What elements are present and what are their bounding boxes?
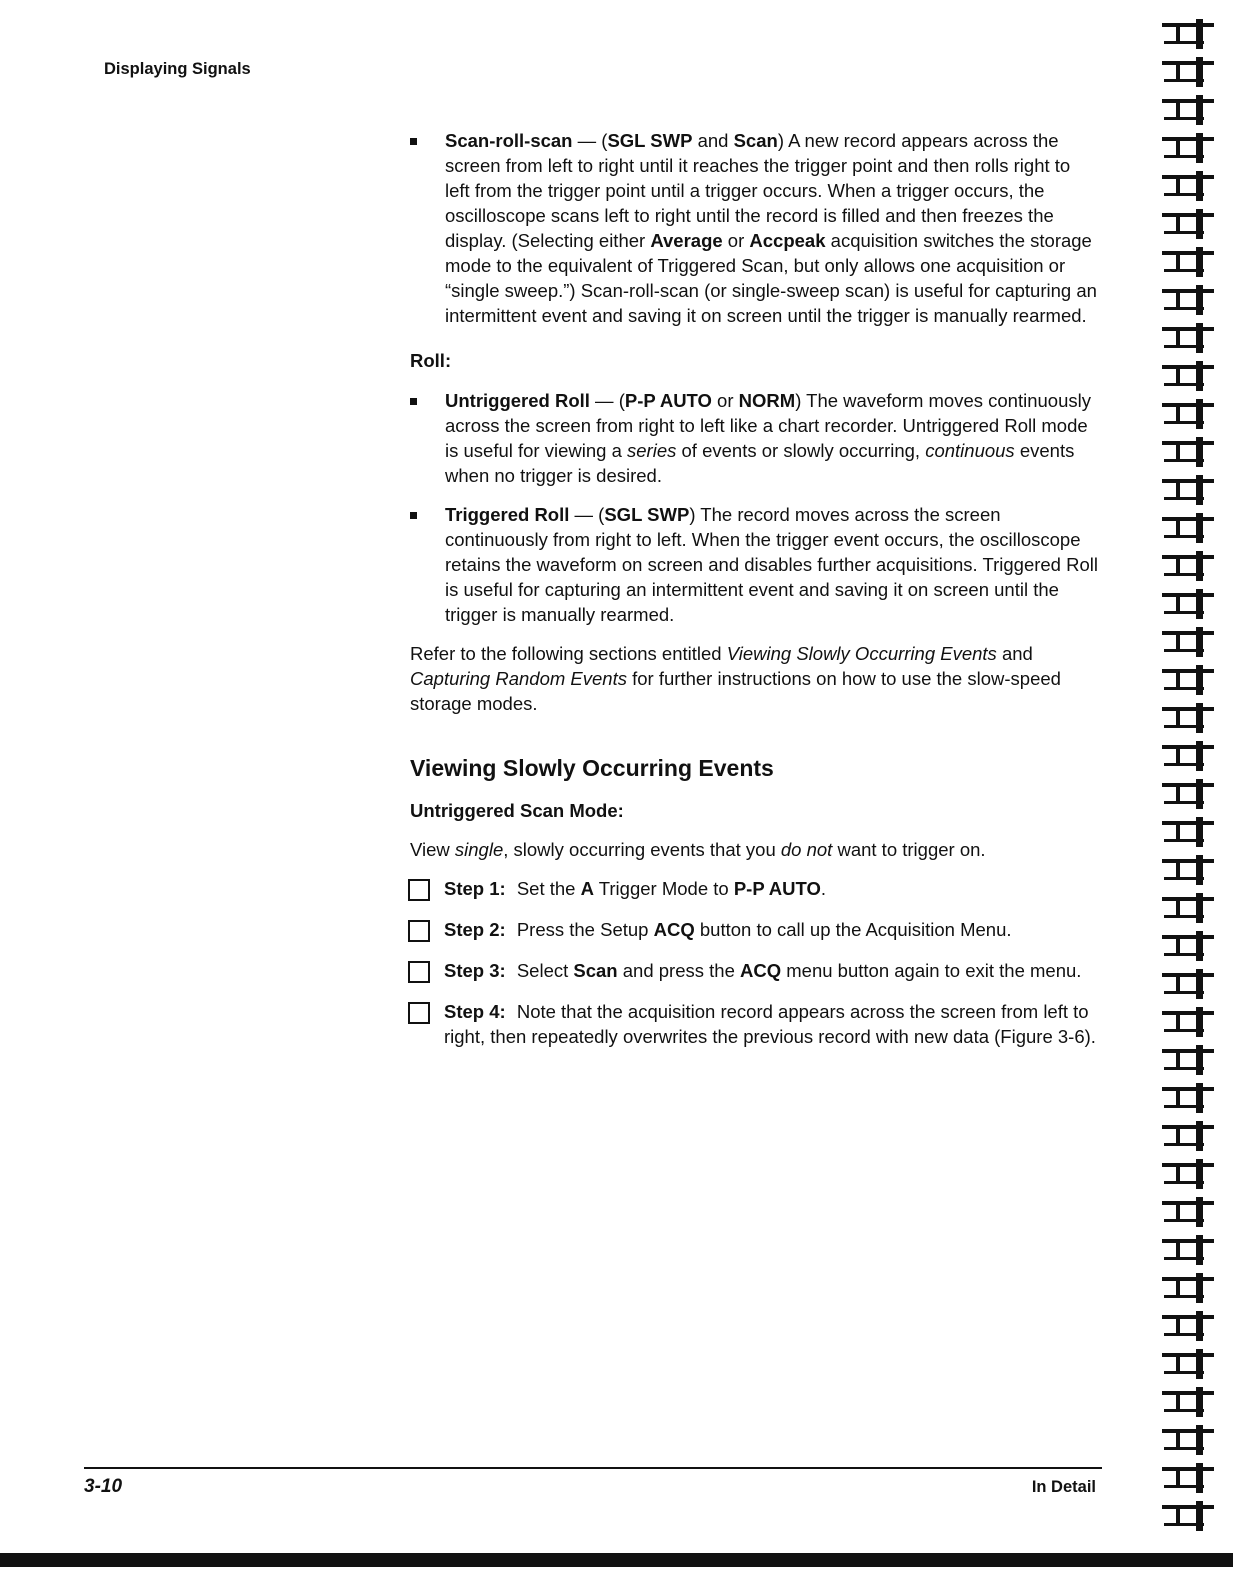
spiral-binding-edge bbox=[1150, 15, 1220, 1550]
term: Untriggered Roll bbox=[445, 390, 590, 411]
binding-comb-mark bbox=[1162, 627, 1214, 657]
roll-label: Roll: bbox=[410, 350, 452, 371]
page-number: 3-10 bbox=[84, 1476, 123, 1497]
binding-comb-mark bbox=[1162, 931, 1214, 961]
binding-comb-mark bbox=[1162, 1159, 1214, 1189]
bullet-square-icon bbox=[410, 138, 417, 145]
binding-comb-mark bbox=[1162, 323, 1214, 353]
page-body bbox=[410, 128, 1100, 1065]
binding-comb-mark bbox=[1162, 665, 1214, 695]
step-1: Step 1: Set the A Trigger Mode to P-P AUTO. bbox=[410, 876, 1100, 901]
bullet-untriggered-roll: Untriggered Roll — (P-P AUTO or NORM) The waveform moves continuously across the screen from right to left like a chart recorder. Untriggered Roll mode is useful for viewing a series of events or slowly occurring, continuous events when no trigger is desired. bbox=[410, 388, 1100, 488]
running-header: Displaying Signals bbox=[104, 60, 251, 78]
step-checkbox[interactable] bbox=[408, 1002, 430, 1024]
bottom-scan-edge bbox=[0, 1553, 1233, 1567]
binding-comb-mark bbox=[1162, 969, 1214, 999]
binding-comb-mark bbox=[1162, 1273, 1214, 1303]
binding-comb-mark bbox=[1162, 19, 1214, 49]
binding-comb-mark bbox=[1162, 437, 1214, 467]
binding-comb-mark bbox=[1162, 1083, 1214, 1113]
binding-comb-mark bbox=[1162, 57, 1214, 87]
binding-comb-mark bbox=[1162, 513, 1214, 543]
term: Triggered Roll bbox=[445, 504, 570, 525]
step-4: Step 4: Note that the acquisition record appears across the screen from left to right, then repeatedly overwrites the previous record with new data (Figure 3-6). bbox=[410, 999, 1100, 1049]
binding-comb-mark bbox=[1162, 855, 1214, 885]
step-checkbox[interactable] bbox=[408, 879, 430, 901]
footer-rule bbox=[84, 1467, 1102, 1469]
binding-comb-mark bbox=[1162, 1501, 1214, 1531]
binding-comb-mark bbox=[1162, 247, 1214, 277]
section-reference: Viewing Slowly Occurring Events bbox=[726, 643, 997, 664]
bullet-scan-roll-scan: Scan-roll-scan — (SGL SWP and Scan) A new record appears across the screen from left to right until it reaches the trigger point and then rolls right to left from the trigger point until a trigger occurs. When a trigger occurs, the oscilloscope scans left to right until the record is filled and then freezes the display. (Selecting either Average or Accpeak acquisition switches the storage mode to the equivalent of Triggered Scan, but only allows one acquisition or “single sweep.”) Scan-roll-scan (or single-sweep scan) is useful for capturing an intermittent event and saving it on screen until the trigger is manually rearmed. bbox=[410, 128, 1100, 328]
binding-comb-mark bbox=[1162, 399, 1214, 429]
intro-paragraph: View single, slowly occurring events that you do not want to trigger on. bbox=[410, 839, 986, 860]
binding-comb-mark bbox=[1162, 1387, 1214, 1417]
binding-comb-mark bbox=[1162, 171, 1214, 201]
binding-comb-mark bbox=[1162, 1463, 1214, 1493]
binding-comb-mark bbox=[1162, 1045, 1214, 1075]
binding-comb-mark bbox=[1162, 1007, 1214, 1037]
binding-comb-mark bbox=[1162, 703, 1214, 733]
binding-comb-mark bbox=[1162, 589, 1214, 619]
step-checkbox[interactable] bbox=[408, 961, 430, 983]
term: Scan-roll-scan bbox=[445, 130, 573, 151]
binding-comb-mark bbox=[1162, 1311, 1214, 1341]
binding-comb-mark bbox=[1162, 741, 1214, 771]
binding-comb-mark bbox=[1162, 95, 1214, 125]
bullet-square-icon bbox=[410, 512, 417, 519]
step-3: Step 3: Select Scan and press the ACQ menu button again to exit the menu. bbox=[410, 958, 1100, 983]
binding-comb-mark bbox=[1162, 285, 1214, 315]
binding-comb-mark bbox=[1162, 893, 1214, 923]
binding-comb-mark bbox=[1162, 1197, 1214, 1227]
binding-comb-mark bbox=[1162, 475, 1214, 505]
binding-comb-mark bbox=[1162, 209, 1214, 239]
binding-comb-mark bbox=[1162, 551, 1214, 581]
step-checkbox[interactable] bbox=[408, 920, 430, 942]
bullet-triggered-roll: Triggered Roll — (SGL SWP) The record moves across the screen continuously from right to left. When the trigger event occurs, the oscilloscope retains the waveform on screen and disables further acquisitions. Triggered Roll is useful for capturing an intermittent event and saving it on screen until the trigger is manually rearmed. bbox=[410, 502, 1100, 627]
binding-comb-mark bbox=[1162, 1121, 1214, 1151]
binding-comb-mark bbox=[1162, 817, 1214, 847]
binding-comb-mark bbox=[1162, 1425, 1214, 1455]
chapter-name: In Detail bbox=[1031, 1478, 1096, 1496]
binding-comb-mark bbox=[1162, 133, 1214, 163]
binding-comb-mark bbox=[1162, 1349, 1214, 1379]
binding-comb-mark bbox=[1162, 779, 1214, 809]
subsection-heading: Untriggered Scan Mode: bbox=[410, 800, 624, 821]
step-2: Step 2: Press the Setup ACQ button to call up the Acquisition Menu. bbox=[410, 917, 1100, 942]
refer-paragraph: Refer to the following sections entitled Viewing Slowly Occurring Events and Capturing Random Events for further instructions on how to use the slow-speed storage modes. bbox=[410, 643, 1061, 714]
binding-comb-mark bbox=[1162, 361, 1214, 391]
binding-comb-mark bbox=[1162, 1235, 1214, 1265]
section-reference: Capturing Random Events bbox=[410, 668, 627, 689]
bullet-square-icon bbox=[410, 398, 417, 405]
section-heading: Viewing Slowly Occurring Events bbox=[410, 755, 774, 781]
